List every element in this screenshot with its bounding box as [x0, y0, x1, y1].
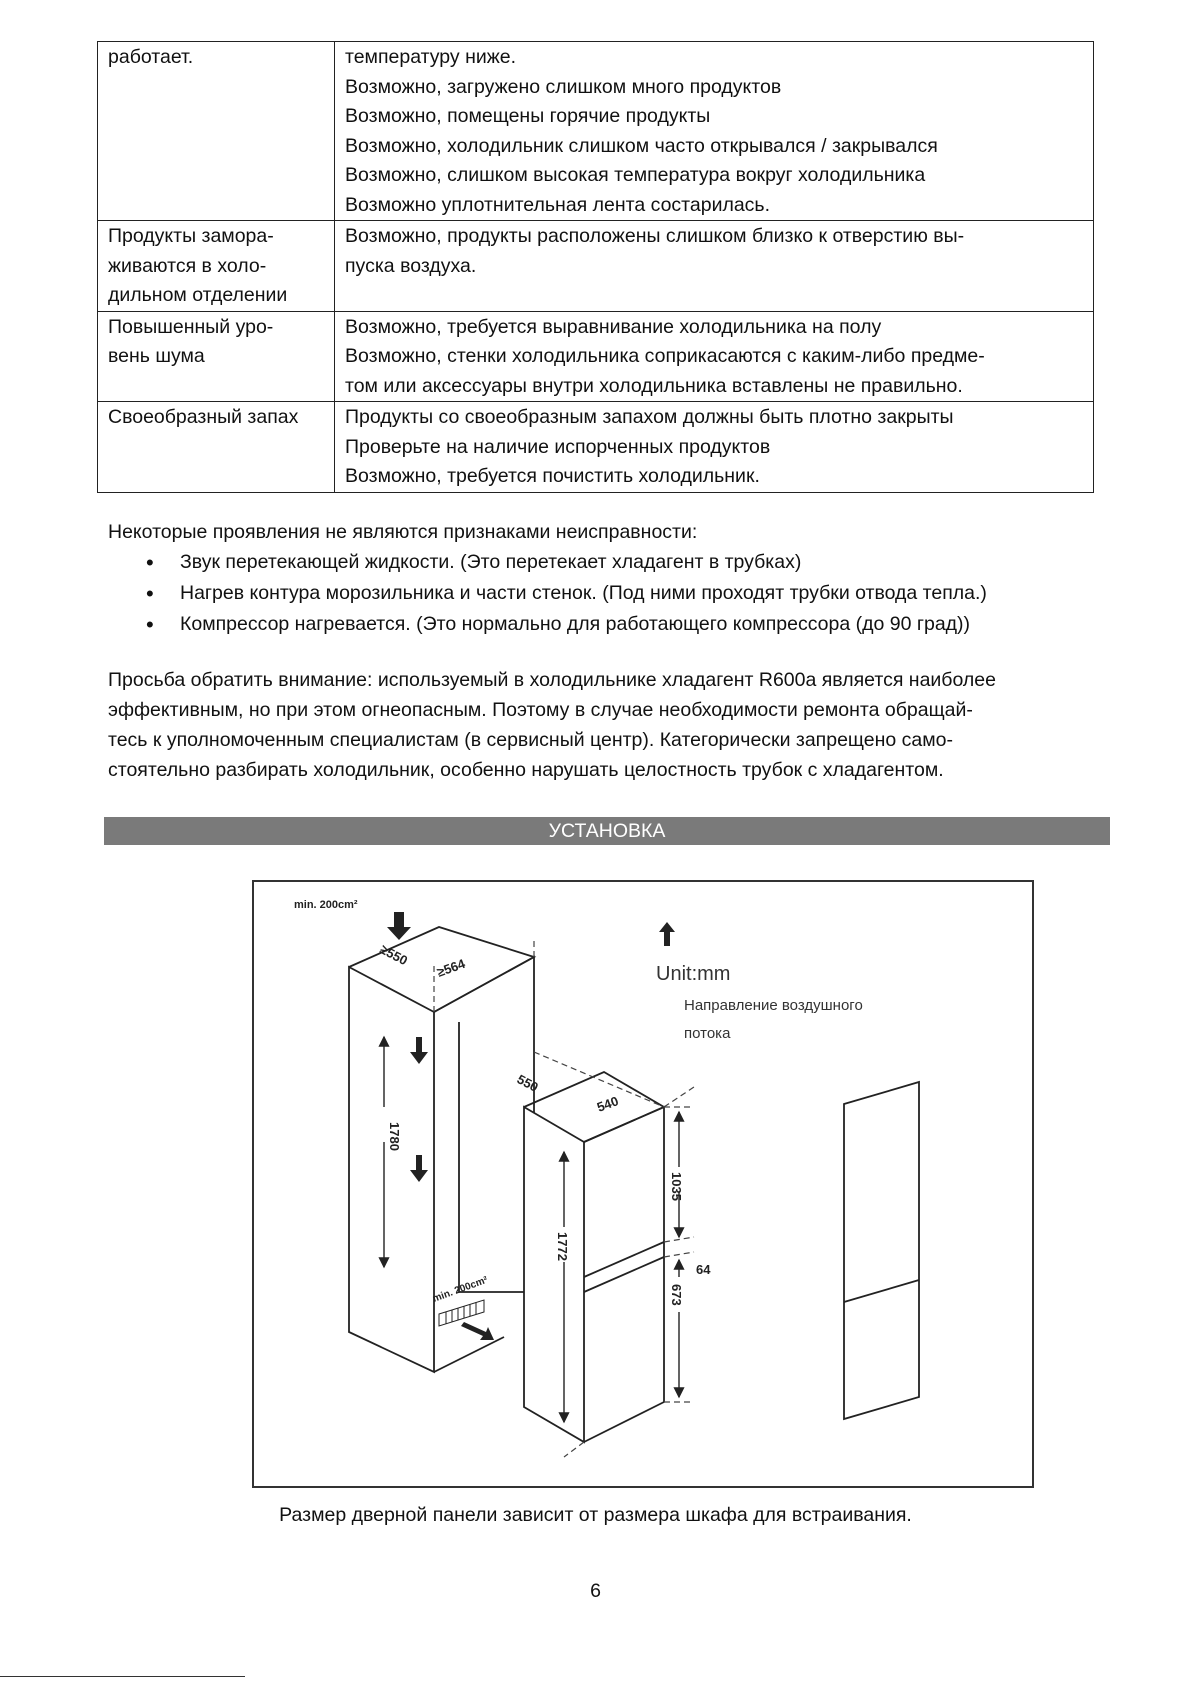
figure-caption: Размер дверной панели зависит от размера шкафа для встраивания. [279, 1504, 912, 1526]
causes-cell [335, 311, 1094, 402]
cause-line: Возможно, стенки холодильника соприкасаются с каким-либо предме- [345, 345, 985, 367]
problem-line: Продукты замора- [108, 225, 274, 247]
causes-cell [335, 221, 1094, 312]
problem-line: Своеобразный запах [108, 406, 299, 428]
bullet-icon: • [146, 612, 154, 637]
cause-line: Возможно, продукты расположены слишком близко к отверстию вы- [345, 225, 965, 247]
list-item: • Звук перетекающей жидкости. (Это перетекает хладагент в трубках) [108, 547, 987, 578]
cause-line: Возможно, требуется выравнивание холодильника на полу [345, 315, 882, 338]
unit-width-label: 540 [594, 1093, 621, 1115]
problem-line: вень шума [108, 345, 205, 367]
notes-list [108, 547, 987, 640]
warning-paragraph: Просьба обратить внимание: используемый в холодильнике хладагент R600a является наиболее эффективным, но при этом огнеопасным. Поэтому в случае необходимости ремонта обращай- тесь к уполномоченным специалистам (в сервисный центр). Категорически запрещено само- стоятельно разбирать холодильник, особенно нарушать целостность трубок с хладагентом. [108, 669, 996, 781]
legend-line-2: потока [684, 1025, 731, 1042]
niche-depth-label: ≥550 [377, 941, 411, 969]
min-top-label: min. 200cm² [294, 899, 358, 911]
niche-width-label: ≥564 [434, 955, 468, 980]
table-row [98, 402, 1094, 493]
lower-door-label: 673 [669, 1284, 684, 1306]
problem-line: работает. [108, 46, 194, 68]
section-header: УСТАНОВКА [104, 817, 1110, 845]
cause-line: пуска воздуха. [345, 254, 477, 277]
table-row [98, 42, 1094, 221]
cause-line: Возможно, слишком высокая температура вокруг холодильника [345, 164, 926, 186]
cause-line: температуру ниже. [345, 46, 517, 68]
problem-cell [98, 221, 335, 312]
bullet-icon: • [146, 581, 154, 606]
cause-line: Возможно, требуется почистить холодильник. [345, 465, 760, 487]
cause-line: Проверьте на наличие испорченных продуктов [345, 435, 771, 458]
unit-label: Unit:mm [656, 963, 731, 985]
table-row [98, 311, 1094, 402]
problem-cell [98, 402, 335, 493]
notes-intro: Некоторые проявления не являются признаками неисправности: [108, 521, 698, 543]
unit-height-label: 1772 [555, 1232, 570, 1261]
list-item: • Нагрев контура морозильника и части стенок. (Под ними проходят трубки отвода тепла.) [108, 578, 987, 609]
gap-label: 64 [696, 1262, 711, 1277]
causes-cell [335, 402, 1094, 493]
problem-cell [98, 42, 335, 221]
installation-drawing [254, 882, 1032, 1486]
problem-line: Повышенный уро- [108, 315, 274, 338]
min-bottom-label: min. 200cm² [431, 1274, 490, 1305]
cause-line: Возможно уплотнительная лента состарилась. [345, 193, 771, 216]
footer-rule [0, 1676, 245, 1677]
niche-height-label: 1780 [387, 1122, 402, 1151]
cause-line: Возможно, загружено слишком много продуктов [345, 75, 782, 98]
list-item: • Компрессор нагревается. (Это нормально для работающего компрессора (до 90 град)) [108, 609, 987, 640]
cause-line: том или аксессуары внутри холодильника вставлены не правильно. [345, 374, 963, 397]
page-number: 6 [590, 1580, 601, 1602]
unit-depth-label: 550 [514, 1071, 541, 1095]
causes-cell [335, 42, 1094, 221]
problem-cell [98, 311, 335, 402]
troubleshooting-table [97, 41, 1094, 493]
cause-line: Возможно, холодильник слишком часто открывался / закрывался [345, 134, 938, 157]
upper-door-label: 1035 [669, 1172, 684, 1201]
cause-line: Возможно, помещены горячие продукты [345, 105, 711, 127]
problem-line: живаются в холо- [108, 254, 267, 277]
bullet-icon: • [146, 550, 154, 575]
table-row [98, 221, 1094, 312]
cause-line: Продукты со своеобразным запахом должны быть плотно закрыты [345, 406, 954, 428]
legend-line-1: Направление воздушного [684, 997, 863, 1014]
installation-diagram [252, 880, 1034, 1488]
problem-line: дильном отделении [108, 284, 288, 306]
